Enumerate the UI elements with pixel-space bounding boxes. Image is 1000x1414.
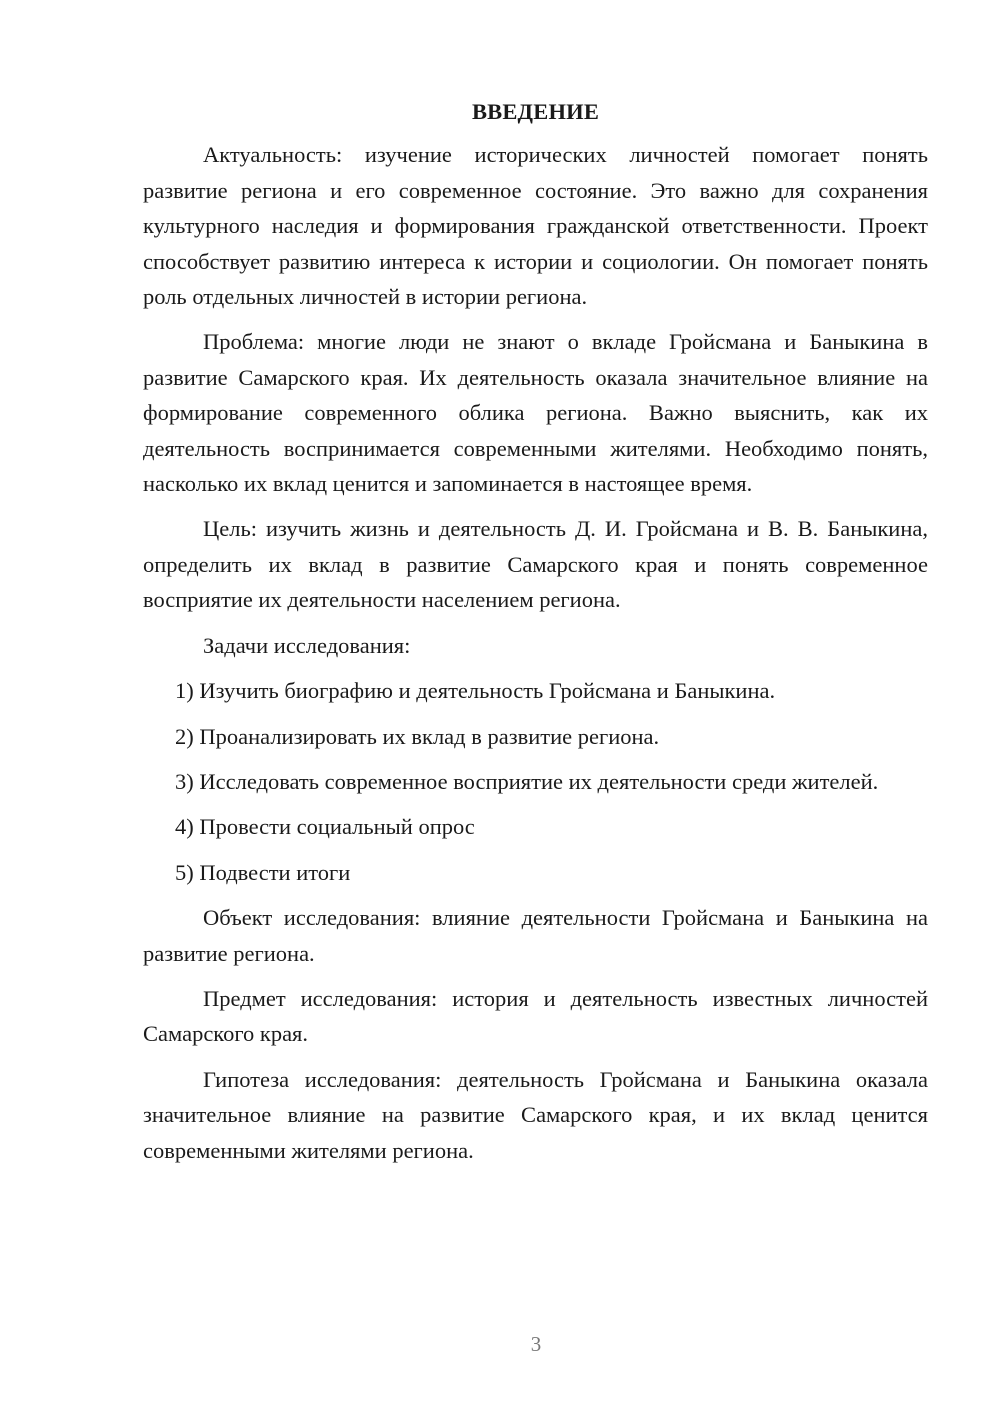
paragraph-object: Объект исследования: влияние деятельности Гройсмана и Баныкина на развитие региона. (143, 905, 928, 966)
task-item: 1) Изучить биографию и деятельность Гройсмана и Баныкина. (175, 678, 776, 704)
page-number: 3 (530, 1332, 542, 1356)
task-item: 2) Проанализировать их вклад в развитие региона. (175, 723, 660, 749)
page-title: ВВЕДЕНИЕ (471, 99, 600, 124)
task-item: 5) Подвести итоги (175, 859, 351, 885)
paragraph-subject: Предмет исследования: история и деятельность известных личностей Самарского края. (143, 985, 928, 1047)
paragraph-relevance: Актуальность: изучение исторических личностей помогает понять развитие региона и его современное состояние. Это важно для сохранения культурного наследия и формирования гражданской ответственности. Проект способствует развитию интереса к истории и социологии. Он помогает понять роль отдельных личностей в истории региона. (143, 142, 928, 310)
paragraph-tasks-heading: Задачи исследования: (203, 632, 411, 658)
paragraph-hypothesis: Гипотеза исследования: деятельность Гройсмана и Баныкина оказала значительное влияние на развитие Самарского края, и их вклад ценится современными жителями региона. (143, 1066, 928, 1163)
task-item: 4) Провести социальный опрос (175, 814, 475, 840)
paragraph-goal: Цель: изучить жизнь и деятельность Д. И. Гройсмана и В. В. Баныкина, определить их вклад в развитие Самарского края и понять современное восприятие их деятельности населением региона. (143, 516, 928, 613)
paragraph-problem: Проблема: многие люди не знают о вкладе Гройсмана и Баныкина в развитие Самарского края. Их деятельность оказала значительное влияние на формирование современного облика региона. Важно выяснить, как их деятельность воспринимается современными жителями. Необходимо понять, насколько их вклад ценится и запоминается в настоящее время. (143, 329, 928, 497)
task-item: 3) Исследовать современное восприятие их деятельности среди жителей. (175, 768, 879, 794)
page-content (143, 94, 928, 1178)
